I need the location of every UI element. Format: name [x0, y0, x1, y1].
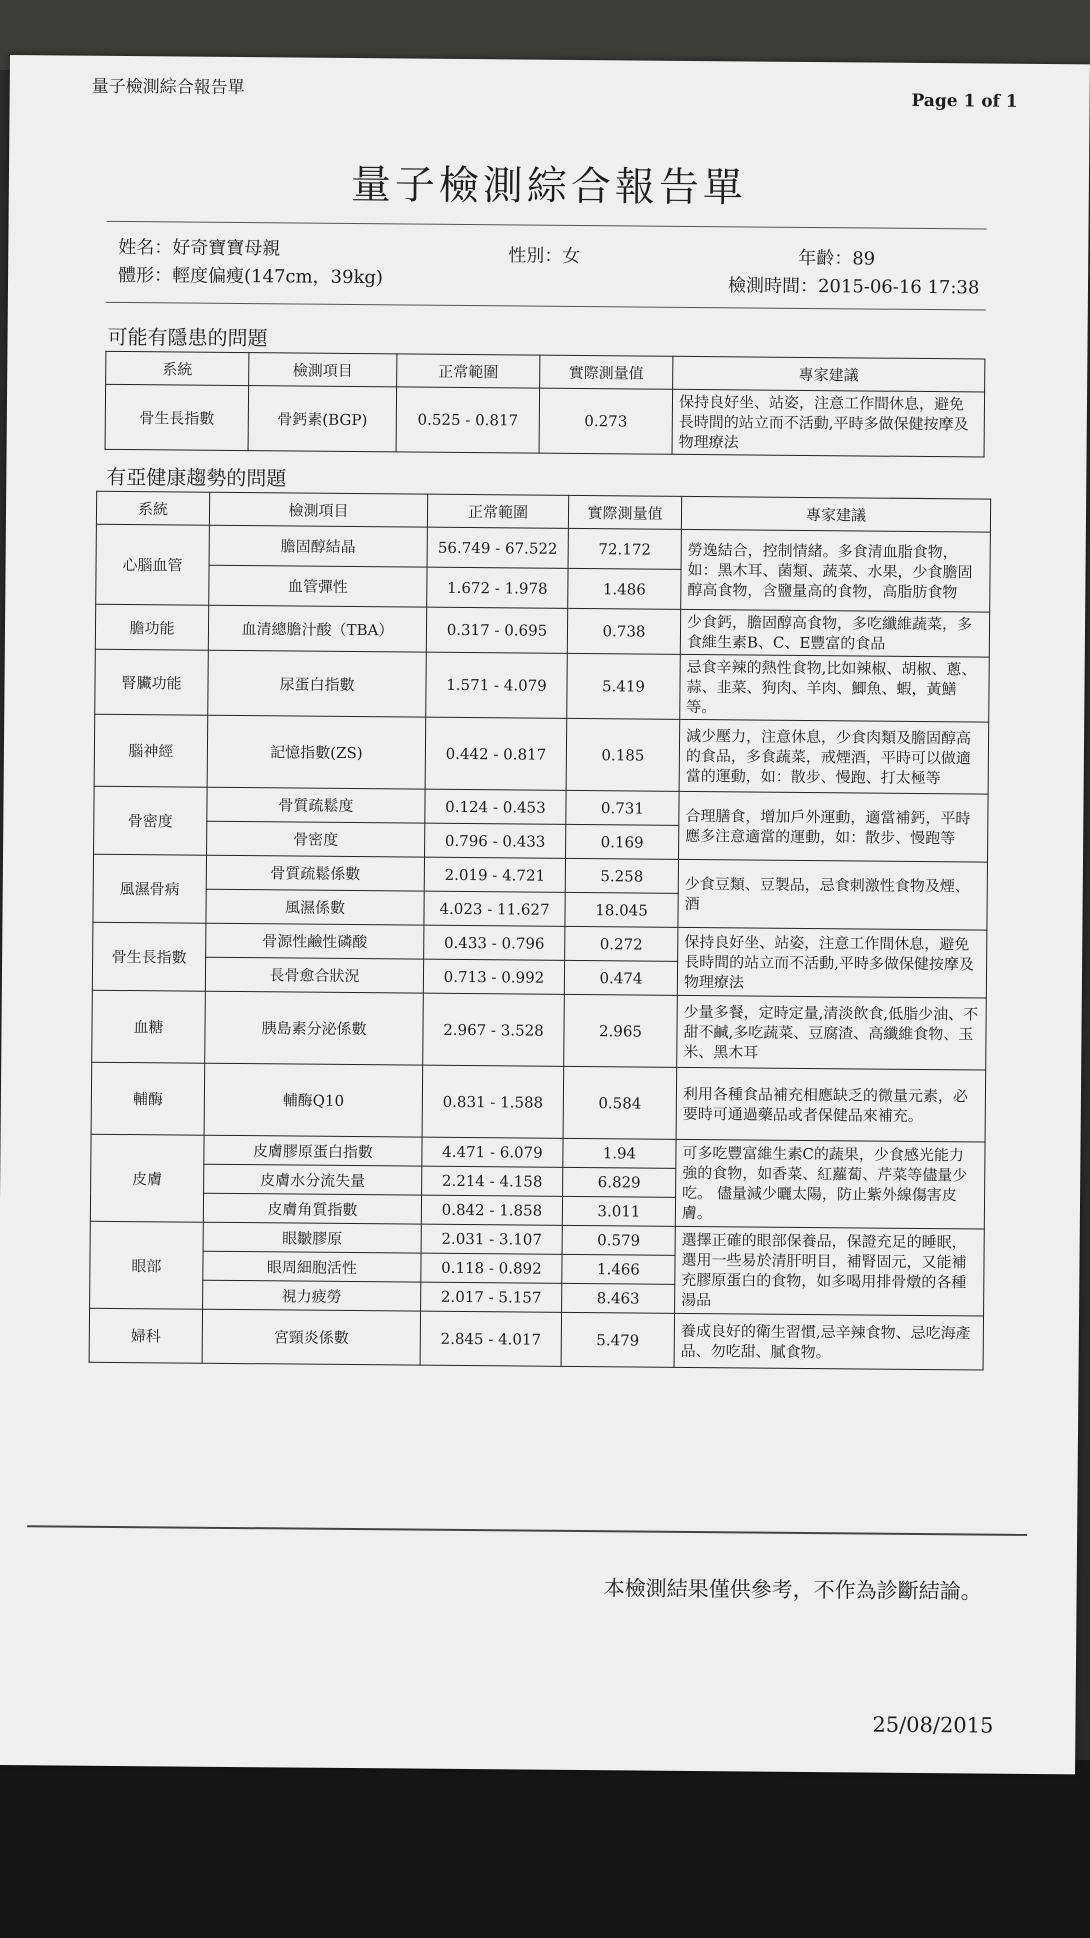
system-cell: 眼部: [90, 1221, 204, 1309]
value-cell: 0.731: [566, 790, 679, 825]
hidden-issues-table: [105, 351, 986, 458]
system-cell: 腎臟功能: [95, 649, 209, 715]
report-date: 25/08/2015: [872, 1712, 994, 1738]
value-cell: 5.258: [565, 858, 678, 893]
advice-cell: 少量多餐，定時定量,清淡飲食,低脂少油、不甜不鹹,多吃蔬菜、豆腐渣、高纖維食物、玉米、黑木耳: [677, 995, 987, 1070]
report-title: 量子檢測綜合報告單: [350, 161, 748, 212]
table-row: [95, 604, 989, 657]
system-cell: 血糖: [92, 990, 206, 1063]
range-cell: 1.672 - 1.978: [427, 567, 568, 608]
table-row: [91, 1062, 986, 1142]
item-cell: 尿蛋白指數: [208, 650, 427, 717]
advice-cell: 少食豆類、豆製品，忌食刺激性食物及煙、酒: [678, 859, 988, 930]
range-cell: 0.713 - 0.992: [423, 959, 564, 994]
hidden-issues-title: 可能有隱患的問題: [107, 324, 268, 351]
item-cell: 骨密度: [207, 821, 425, 857]
value-cell: 5.479: [561, 1312, 674, 1367]
range-cell: 56.749 - 67.522: [427, 527, 568, 568]
item-cell: 眼周細胞活性: [203, 1251, 421, 1282]
advice-cell: 可多吃豐富維生素C的蔬果，少食感光能力強的食物，如香菜、紅蘿蔔、芹菜等儘量少吃。 儘量減少曬太陽，防止紫外線傷害皮膚。: [675, 1139, 985, 1229]
col-header-item: 檢測項目: [209, 492, 427, 527]
item-cell: 視力疲勞: [203, 1280, 421, 1311]
system-cell: 輔酶: [91, 1062, 205, 1135]
advice-cell: 忌食辛辣的熱性食物,比如辣椒、胡椒、蔥、蒜、韭菜、狗肉、羊肉、鯽魚、蝦，黃鱔等。: [680, 654, 990, 722]
test-time: 檢測時間：2015-06-16 17:38: [727, 275, 980, 299]
range-cell: 2.845 - 4.017: [420, 1311, 561, 1366]
range-cell: 0.831 - 1.588: [422, 1065, 564, 1138]
range-cell: 0.118 - 0.892: [421, 1253, 562, 1283]
advice-cell: 保持良好坐、站姿，注意工作間休息，避免長時間的站立而不活動,平時多做保健按摩及物理療法: [672, 389, 985, 457]
item-cell: 皮膚膠原蛋白指數: [204, 1135, 422, 1166]
patient-body: 體形：輕度偏瘦(147cm，39kg): [117, 264, 384, 289]
item-cell: 胰島素分泌係數: [205, 991, 424, 1065]
value-cell: 0.273: [539, 388, 673, 454]
value-cell: 8.463: [562, 1283, 675, 1313]
col-header-value: 實際測量值: [540, 355, 673, 389]
col-header-range: 正常範圍: [427, 494, 568, 528]
value-cell: 1.486: [568, 568, 681, 609]
table-row: [95, 649, 990, 722]
value-cell: 0.579: [562, 1225, 675, 1255]
item-cell: 皮膚水分流失量: [204, 1164, 422, 1195]
system-cell: 婦科: [89, 1308, 202, 1363]
system-cell: 骨生長指數: [92, 922, 206, 991]
value-cell: 18.045: [565, 892, 678, 927]
value-cell: 0.584: [563, 1066, 677, 1139]
advice-cell: 選擇正確的眼部保養品，保證充足的睡眠，選用一些易於清肝明目，補腎固元，又能補充膠原蛋白的食物，如多喝用排骨燉的各種湯品: [675, 1226, 985, 1316]
table-row: [92, 990, 987, 1070]
item-cell: 骨質疏鬆度: [207, 787, 425, 823]
value-cell: 3.011: [562, 1196, 675, 1226]
table-row: [89, 1308, 983, 1370]
item-cell: 眼皺膠原: [203, 1222, 421, 1253]
system-cell: 風濕骨病: [93, 854, 207, 923]
col-header-range: 正常範圍: [397, 354, 540, 388]
value-cell: 0.185: [566, 718, 680, 791]
advice-cell: 養成良好的衛生習慣,忌辛辣食物、忌吃海產品、勿吃甜、膩食物。: [674, 1313, 983, 1370]
value-cell: 72.172: [568, 528, 681, 569]
item-cell: 骨鈣素(BGP): [248, 386, 397, 452]
advice-cell: 減少壓力，注意休息，少食肉類及膽固醇高的食品，多食蔬菜，戒煙酒，平時可以做適當的運動，如：散步、慢跑、打太極等: [679, 719, 989, 794]
range-cell: 0.525 - 0.817: [396, 387, 540, 453]
system-cell: 骨生長指數: [105, 384, 249, 450]
system-cell: 皮膚: [90, 1134, 204, 1222]
item-cell: 皮膚角質指數: [203, 1193, 421, 1224]
item-cell: 骨質疏鬆係數: [206, 855, 424, 891]
value-cell: 6.829: [563, 1167, 676, 1197]
item-cell: 輔酶Q10: [204, 1063, 423, 1137]
range-cell: 2.967 - 3.528: [423, 993, 565, 1066]
footer-divider: [27, 1525, 1027, 1536]
trend-issues-title: 有亞健康趨勢的問題: [106, 464, 287, 491]
range-cell: 2.017 - 5.157: [421, 1282, 562, 1312]
item-cell: 膽固醇結晶: [209, 525, 427, 567]
range-cell: 0.124 - 0.453: [425, 789, 566, 824]
advice-cell: 利用各種食品補充相應缺乏的微量元素，必要時可通過藥品或者保健品來補充。: [676, 1067, 986, 1142]
value-cell: 5.419: [567, 653, 681, 719]
value-cell: 0.272: [565, 926, 678, 961]
disclaimer: 本檢測結果僅供參考，不作為診斷結論。: [603, 1576, 982, 1604]
value-cell: 0.169: [566, 824, 679, 859]
item-cell: 長骨愈合狀況: [205, 957, 423, 993]
range-cell: 4.023 - 11.627: [424, 891, 565, 926]
item-cell: 宮頸炎係數: [202, 1309, 420, 1365]
item-cell: 風濕係數: [206, 889, 424, 925]
system-cell: 心腦血管: [96, 524, 210, 605]
system-cell: 膽功能: [95, 604, 208, 650]
value-cell: 2.965: [564, 994, 678, 1067]
advice-cell: 勞逸結合，控制情緒。多食清血脂食物，如：黑木耳、菌類、蔬菜、水果，少食膽固醇高食物，含鹽量高的食物，高脂肪食物: [681, 529, 991, 612]
report-page: [0, 55, 1090, 1774]
col-header-system: 系統: [96, 491, 209, 525]
patient-age: 年齡：89: [798, 247, 876, 270]
value-cell: 0.474: [564, 960, 677, 995]
range-cell: 0.317 - 0.695: [426, 607, 567, 653]
advice-cell: 合理膳食，增加戶外運動，適當補鈣，平時應多注意適當的運動，如：散步、慢跑等: [679, 791, 989, 862]
header-small-title: 量子檢測綜合報告單: [91, 76, 245, 99]
col-header-value: 實際測量值: [568, 495, 681, 529]
page-number: Page 1 of 1: [911, 90, 1018, 112]
col-header-advice: 專家建議: [673, 356, 985, 392]
item-cell: 血清總膽汁酸（TBA）: [208, 605, 426, 652]
range-cell: 2.031 - 3.107: [421, 1224, 562, 1254]
range-cell: 1.571 - 4.079: [426, 652, 568, 718]
range-cell: 0.442 - 0.817: [425, 717, 567, 790]
divider: [107, 221, 987, 230]
col-header-item: 檢測項目: [249, 353, 397, 387]
range-cell: 0.842 - 1.858: [421, 1195, 562, 1225]
col-header-advice: 專家建議: [681, 496, 990, 532]
system-cell: 骨密度: [94, 786, 208, 855]
trend-issues-table: [89, 491, 992, 1371]
item-cell: 骨源性鹼性磷酸: [206, 923, 424, 959]
table-row: [94, 714, 989, 794]
col-header-system: 系統: [106, 351, 249, 385]
patient-gender: 性別：女: [508, 245, 581, 267]
range-cell: 2.019 - 4.721: [424, 857, 565, 892]
background-bottom: [0, 1760, 1090, 1938]
advice-cell: 保持良好坐、站姿，注意工作間休息，避免長時間的站立而不活動,平時多做保健按摩及物理療法: [677, 927, 987, 998]
value-cell: 1.94: [563, 1138, 676, 1168]
range-cell: 0.796 - 0.433: [425, 823, 566, 858]
system-cell: 腦神經: [94, 714, 208, 787]
divider: [106, 302, 986, 311]
range-cell: 2.214 - 4.158: [422, 1166, 563, 1196]
range-cell: 0.433 - 0.796: [424, 925, 565, 960]
value-cell: 0.738: [567, 608, 680, 654]
table-row: [105, 384, 985, 457]
item-cell: 記憶指數(ZS): [207, 715, 426, 789]
range-cell: 4.471 - 6.079: [422, 1137, 563, 1167]
item-cell: 血管彈性: [209, 565, 427, 607]
advice-cell: 少食鈣，膽固醇高食物，多吃纖維蔬菜，多食維生素B、C、E豐富的食品: [680, 609, 989, 657]
patient-name: 姓名：好奇寶寶母親: [118, 236, 281, 260]
value-cell: 1.466: [562, 1254, 675, 1284]
